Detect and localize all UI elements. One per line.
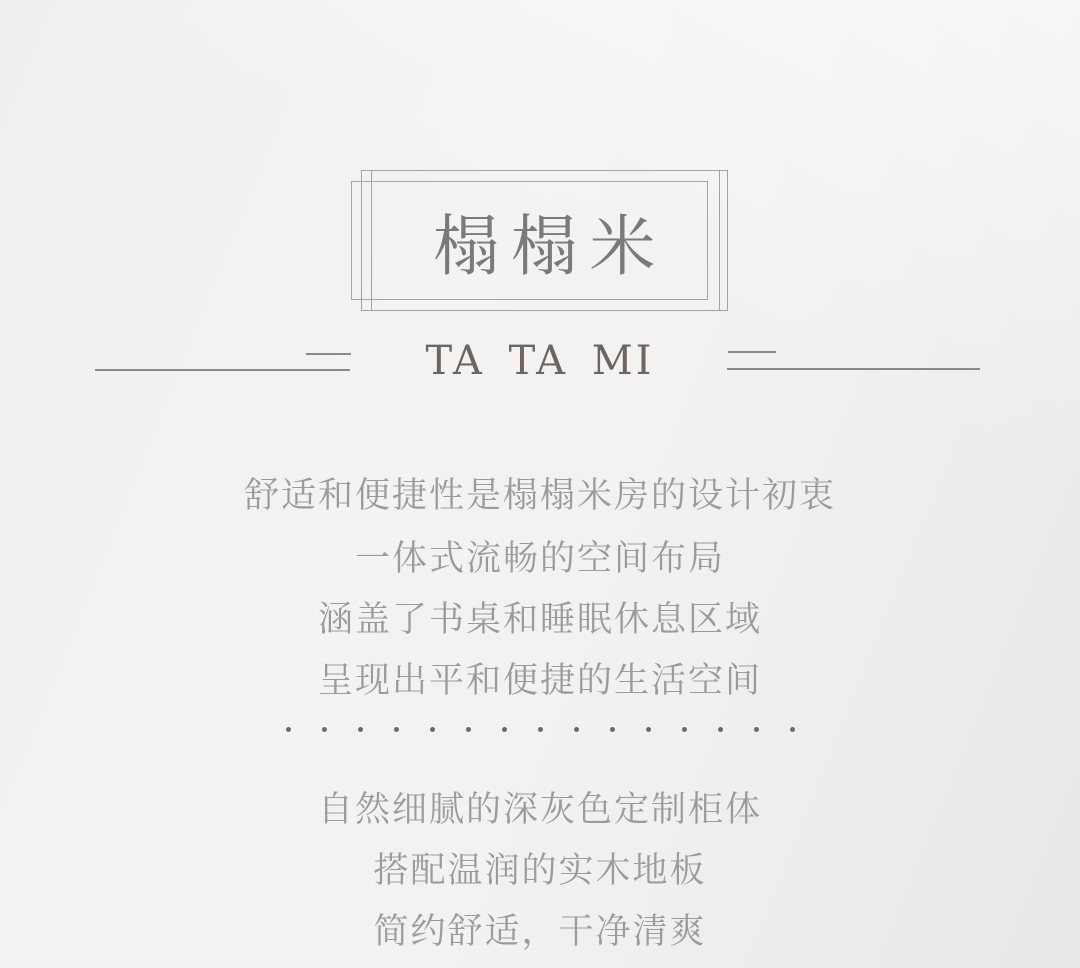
- subtitle-rule-right-short: [728, 351, 776, 353]
- divider-dot: [754, 727, 759, 732]
- intro-text-line: 呈现出平和便捷的生活空间: [317, 661, 762, 701]
- divider-dot: [430, 727, 435, 732]
- divider-dot: [790, 727, 795, 732]
- intro-text-line: 舒适和便捷性是榻榻米房的设计初衷: [243, 476, 836, 516]
- divider-dot: [574, 727, 579, 732]
- divider-dot: [502, 727, 507, 732]
- divider-dot: [358, 727, 363, 732]
- divider-dot: [610, 727, 615, 732]
- divider-dot: [322, 727, 327, 732]
- intro-text-line: 涵盖了书桌和睡眠休息区域: [317, 600, 762, 640]
- divider-dot: [466, 727, 471, 732]
- divider-dot: [718, 727, 723, 732]
- detail-text-line: 简约舒适，干净清爽: [373, 912, 707, 952]
- subtitle-rule-right-long: [727, 368, 980, 370]
- detail-text-line: 自然细腻的深灰色定制柜体: [317, 790, 762, 830]
- dotted-divider: [0, 727, 1080, 732]
- detail-text-line: 搭配温润的实木地板: [373, 851, 707, 891]
- divider-dot: [286, 727, 291, 732]
- divider-dot: [394, 727, 399, 732]
- divider-dot: [538, 727, 543, 732]
- divider-dot: [646, 727, 651, 732]
- intro-text-line: 一体式流畅的空间布局: [354, 539, 725, 579]
- page-subtitle: TA TA MI: [425, 338, 655, 384]
- page-title: 榻榻米: [433, 208, 668, 285]
- divider-dot: [682, 727, 687, 732]
